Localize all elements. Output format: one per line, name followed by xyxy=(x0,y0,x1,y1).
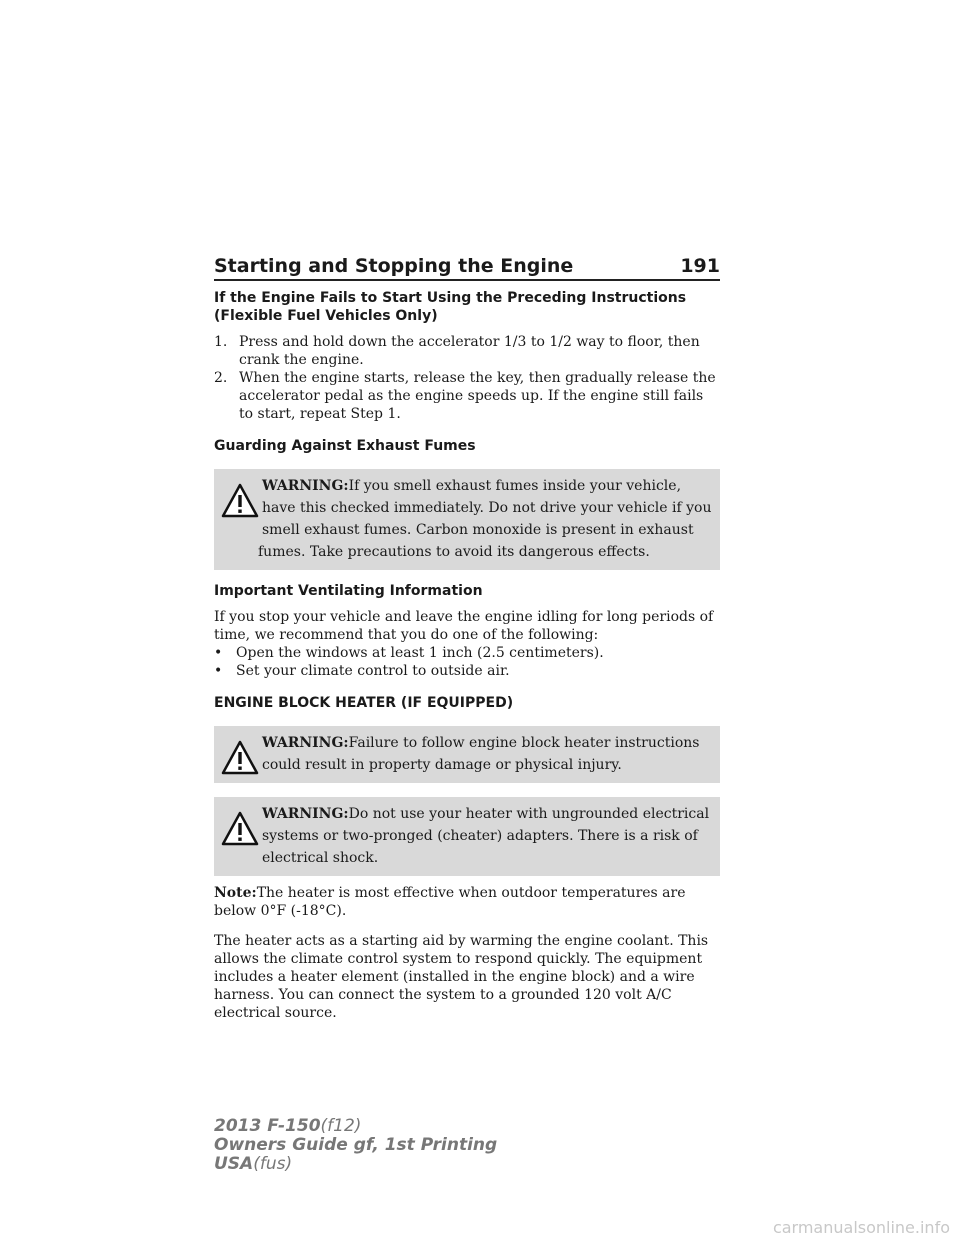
note-text: The heater is most effective when outdoor temperatures are below 0°F (-18°C). xyxy=(214,885,686,919)
list-item xyxy=(214,662,720,680)
warning-label: WARNING: xyxy=(262,478,349,494)
warning-triangle-icon xyxy=(220,481,260,521)
step-text: When the engine starts, release the key, then gradually release the accelerator pedal as the engine speeds up. If the engine still fails to start, repeat Step 1. xyxy=(239,370,716,422)
heater-description: The heater acts as a starting aid by warming the engine coolant. This allows the climate control system to respond quickly. The equipment includes a heater element (installed in the engine block) and a wire harness. You can connect the system to a grounded 120 volt A/C electrical source. xyxy=(214,933,709,1021)
step-number: 2. xyxy=(214,370,228,386)
footer-guide: Owners Guide gf, 1st Printing xyxy=(214,1135,498,1155)
footer-model: 2013 F-150 xyxy=(214,1116,321,1136)
section-heading-ventilating: Important Ventilating Information xyxy=(214,583,483,599)
warning-triangle-icon xyxy=(220,738,260,778)
section-heading-block-heater: ENGINE BLOCK HEATER (IF EQUIPPED) xyxy=(214,695,514,711)
warning-label: WARNING: xyxy=(262,735,349,751)
footer-market: USA xyxy=(214,1154,254,1174)
warning-text: If you smell exhaust fumes inside your vehicle, have this checked immediately. Do not drive your vehicle if you smell exhaust fumes. Carbon monoxide is present in exhaust fumes. Take precautions to avoid its dangerous effects. xyxy=(258,478,712,560)
warning-box-exhaust xyxy=(214,469,720,570)
list-item xyxy=(214,644,720,662)
section-heading-exhaust: Guarding Against Exhaust Fumes xyxy=(214,438,476,454)
bullet-text: Open the windows at least 1 inch (2.5 centimeters). xyxy=(236,645,604,661)
ventilating-intro: If you stop your vehicle and leave the engine idling for long periods of time, we recommend that you do one of the following: xyxy=(214,609,714,643)
page-footer xyxy=(214,1117,497,1174)
bullet: • xyxy=(214,663,223,679)
warning-text: Do not use your heater with ungrounded electrical systems or two-pronged (cheater) adapters. There is a risk of electrical shock. xyxy=(262,806,710,866)
footer-market-code: (fus) xyxy=(253,1154,293,1174)
warning-box-heater-instructions xyxy=(214,726,720,783)
page-title: Starting and Stopping the Engine xyxy=(214,255,574,277)
warning-triangle-icon xyxy=(220,809,260,849)
note-label: Note: xyxy=(214,885,257,901)
section-heading-fails-to-start: If the Engine Fails to Start Using the Preceding Instructions (Flexible Fuel Vehicles Only) xyxy=(214,290,687,324)
steps-list xyxy=(214,333,720,423)
watermark-text: carmanualsonline.info xyxy=(772,1218,950,1237)
step-number: 1. xyxy=(214,334,228,350)
warning-box-ungrounded xyxy=(214,797,720,876)
warning-label: WARNING: xyxy=(262,806,349,822)
footer-model-code: (f12) xyxy=(320,1116,362,1136)
page-header xyxy=(214,255,720,281)
ventilating-bullets xyxy=(214,644,720,680)
list-item xyxy=(214,333,720,369)
note-paragraph xyxy=(214,884,720,920)
step-text: Press and hold down the accelerator 1/3 to 1/2 way to floor, then crank the engine. xyxy=(239,334,700,368)
page-number: 191 xyxy=(680,255,720,277)
manual-page xyxy=(214,255,720,1022)
bullet: • xyxy=(214,645,223,661)
bullet-text: Set your climate control to outside air. xyxy=(236,663,510,679)
warning-text: Failure to follow engine block heater instructions could result in property damage or physical injury. xyxy=(262,735,700,773)
list-item xyxy=(214,369,720,423)
